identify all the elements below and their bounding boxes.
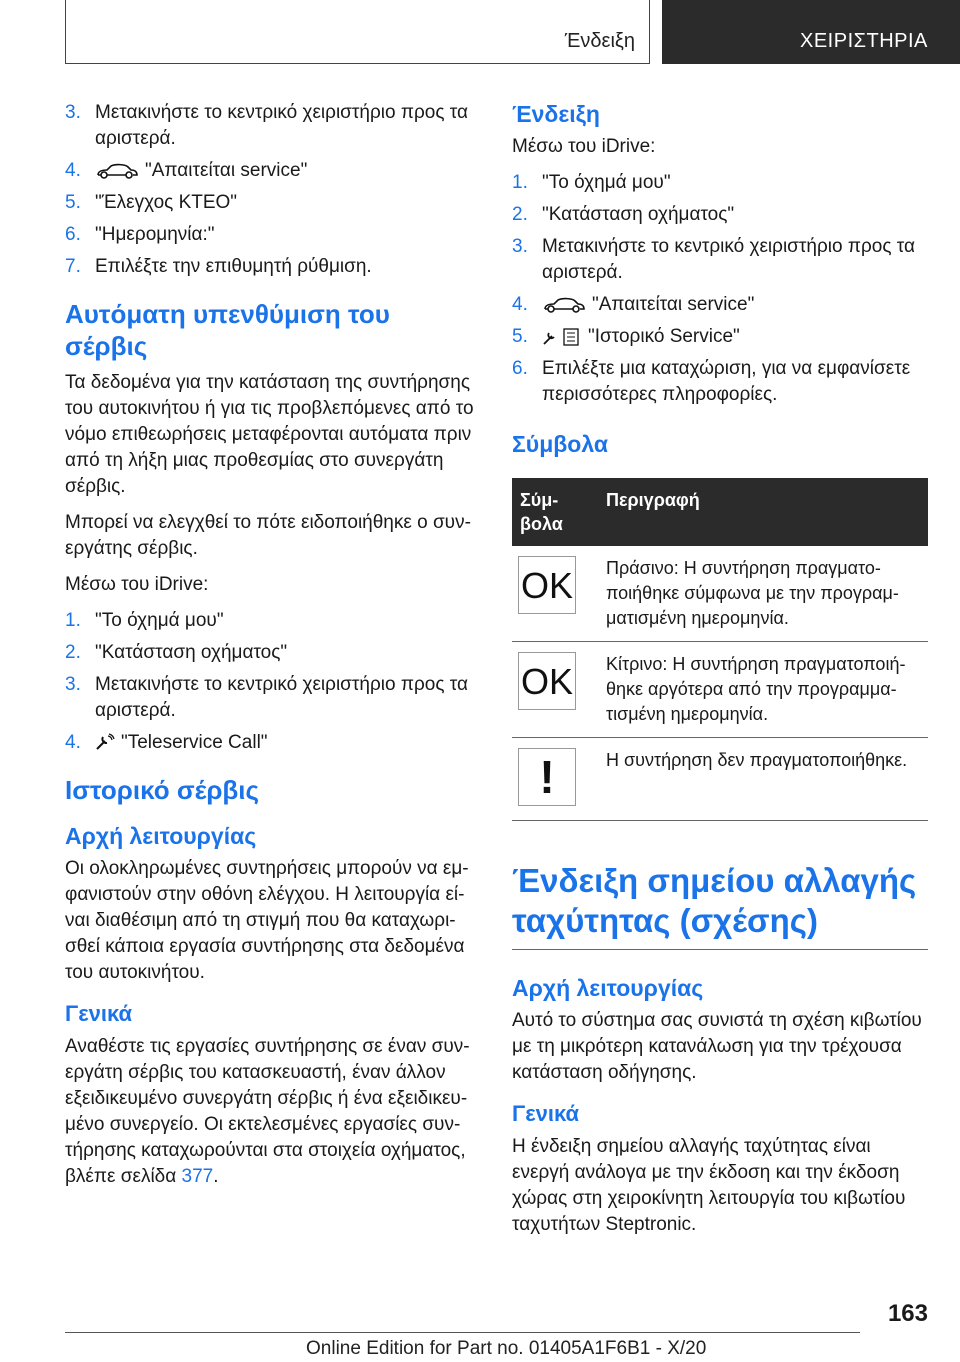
shift-principle-text: Αυτό το σύστημα σας συνιστά τη σχέση κιβωτίου με τη μικρότερη κατανάλωση για την τρέχουσα κατάσταση οδήγησης. — [512, 1010, 922, 1083]
list-item: 7. Επιλέξτε την επιθυμητή ρύθμιση. — [65, 256, 372, 277]
exclamation-icon: ! — [518, 748, 576, 806]
list-item: 6. "Ημερομηνία:" — [65, 224, 215, 245]
list-item: 1. "Το όχημά μου" — [512, 172, 671, 193]
page-number: 163 — [887, 1300, 928, 1327]
list-item: 4. "Teleservice Call" — [65, 732, 268, 753]
chapter-label: ΧΕΙΡΙΣΤΗΡΙΑ — [800, 30, 928, 52]
list-item: 2. "Κατάσταση οχήματος" — [65, 642, 288, 663]
ok-green-icon: OK — [518, 556, 576, 614]
list-item: 5. "Ιστορικό Service" — [512, 326, 740, 347]
chapter-tab — [662, 0, 960, 64]
symbols-title: Σύμβολα — [512, 431, 608, 457]
list-item: 5. "Έλεγχος ΚΤΕΟ" — [65, 192, 238, 213]
car-icon — [95, 162, 139, 180]
display-text: Μέσω του iDrive: — [512, 136, 656, 157]
auto-reminder-text-3: Μέσω του iDrive: — [65, 574, 209, 595]
list-item: 3. Μετακινήστε το κεντρικό χειριστήριο προς τα αριστερά. — [65, 102, 468, 149]
table-row — [512, 738, 928, 821]
principle-title: Αρχή λειτουργίας — [65, 823, 257, 849]
list-item: 2. "Κατάσταση οχήματος" — [512, 204, 735, 225]
list-item: 1. "Το όχημά μου" — [65, 610, 224, 631]
display-steps-list — [512, 170, 928, 408]
steps-auto-list — [65, 608, 477, 756]
table-header-symbols: Σύμβολα — [512, 478, 598, 546]
list-item: 4. "Απαιτείται service" — [512, 294, 755, 315]
list-item: 4. "Απαιτείται service" — [65, 160, 308, 181]
display-title: Ένδειξη — [512, 101, 600, 127]
table-row — [512, 642, 928, 738]
shift-general-text: Η ένδειξη σημείου αλλαγής ταχύτητας είναι ενεργή ανάλογα με την έκδοση και την έκδοση χώρας στη χειροκίνητη λειτουργία του κιβωτίου ταχυτήτων Steptronic. — [512, 1136, 906, 1235]
car-icon — [542, 296, 586, 314]
shift-indicator-title: Ένδειξη σημείου αλλαγής ταχύτητας (σχέσης) — [512, 861, 928, 950]
auto-reminder-text-1: Τα δεδομένα για την κατάσταση της συντήρησης του αυτοκινήτου ή για τις προβλεπόμενες από το νόμο επιθεωρήσεις μεταφέρονται αυτόματα πριν από τη λήξη μιας προθεσμίας στο συνεργάτη σέρβις. — [65, 372, 474, 497]
auto-reminder-title: Αυτόματη υπενθύμιση του σέρβις — [65, 299, 390, 361]
footer-divider — [65, 1332, 860, 1333]
table-cell-description: Πράσινο: Η συντήρηση πραγματοποιήθηκε σύμφωνα με την προγραμματισμένη ημερομηνία. — [598, 546, 928, 642]
history-title: Ιστορικό σέρβις — [65, 775, 260, 805]
service-history-icon — [542, 327, 582, 347]
left-column — [65, 100, 477, 1200]
table-header-description: Περιγραφή — [598, 478, 928, 546]
principle-text: Οι ολοκληρωμένες συντηρήσεις μπορούν να εμφανιστούν στην οθόνη ελέγχου. Η λειτουργία είναι διαθέσιμη από τη στιγμή που θα καταχωρισθεί κάποια εργασία συντήρησης στα δεδομένα του αυτοκινήτου. — [65, 858, 469, 983]
phone-wrench-icon — [95, 733, 115, 753]
table-row — [512, 546, 928, 642]
table-cell-description: Κίτρινο: Η συντήρηση πραγματοποιήθηκε αργότερα από την προγραμματισμένη ημερομηνία. — [598, 642, 928, 738]
shift-principle-title: Αρχή λειτουργίας — [512, 975, 704, 1001]
table-cell-description: Η συντήρηση δεν πραγματοποιήθηκε. — [598, 738, 928, 821]
general-text: Αναθέστε τις εργασίες συντήρησης σε έναν συνεργάτη σέρβις του κατασκευαστή, έναν άλλον εξειδικευμένο συνεργάτη σέρβις ή ένα εξειδικευμένο συνεργείο. Οι εκτελεσμένες εργασίες συντήρησης καταχωρούνται στα στοιχεία οχήματος, βλέπε σελίδα 377. — [65, 1036, 470, 1187]
shift-general-title: Γενικά — [512, 1101, 580, 1126]
steps-top-list — [65, 100, 477, 280]
ok-yellow-icon: OK — [518, 652, 576, 710]
list-item: 6. Επιλέξτε μια καταχώριση, για να εμφανίσετε περισσότερες πληροφορίες. — [512, 358, 911, 405]
auto-reminder-text-2: Μπορεί να ελεγχθεί το πότε ειδοποιήθηκε ο συνεργάτης σέρβις. — [65, 512, 471, 559]
page-link[interactable]: 377 — [181, 1166, 214, 1187]
general-title: Γενικά — [65, 1001, 133, 1026]
footer-edition: Online Edition for Part no. 01405A1F6B1 - X/20 — [306, 1338, 707, 1359]
symbols-table — [512, 478, 928, 821]
header-box — [65, 0, 650, 64]
right-column — [512, 100, 928, 1248]
list-item: 3. Μετακινήστε το κεντρικό χειριστήριο προς τα αριστερά. — [65, 674, 468, 721]
list-item: 3. Μετακινήστε το κεντρικό χειριστήριο προς τα αριστερά. — [512, 236, 915, 283]
table-header-row — [512, 478, 928, 546]
section-label: Ένδειξη — [564, 30, 635, 52]
